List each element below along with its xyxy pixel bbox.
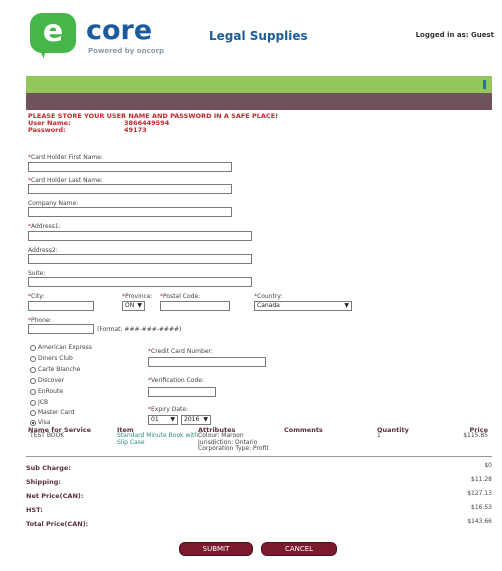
table-divider — [26, 456, 492, 457]
address1-input[interactable] — [28, 231, 252, 241]
password-value: 49173 — [124, 126, 147, 134]
net-price-value: $127.13 — [467, 490, 492, 497]
shipping-label: Shipping: — [26, 478, 61, 486]
sub-charge-label: Sub Charge: — [26, 464, 71, 472]
radio-icon — [30, 410, 36, 416]
total-price-value: $143.66 — [467, 518, 492, 525]
col-attributes: Attributes — [198, 426, 236, 434]
chevron-down-icon: ▼ — [137, 302, 142, 309]
radio-icon — [30, 367, 36, 373]
card-type-american-express[interactable]: American Express — [30, 344, 92, 351]
row-name: TEST BOOK — [30, 432, 65, 439]
radio-icon — [30, 378, 36, 384]
nav-bar — [26, 76, 492, 93]
sub-nav-bar — [26, 93, 492, 110]
credentials-warning — [28, 113, 278, 134]
postal-code-input[interactable] — [160, 301, 230, 311]
cancel-button[interactable]: CANCEL — [261, 542, 337, 556]
ecore-logo — [30, 13, 76, 57]
username-label: User Name: — [28, 119, 71, 127]
submit-button[interactable]: SUBMIT — [179, 542, 253, 556]
col-comments: Comments — [284, 426, 323, 434]
col-price: Price — [469, 426, 488, 434]
col-name: Name for Service — [28, 426, 92, 434]
sub-charge-value: $0 — [484, 462, 492, 469]
hst-label: HST: — [26, 506, 43, 514]
net-price-label: Net Price(CAN): — [26, 492, 84, 500]
brand-subtitle: Powered by oncorp — [88, 47, 165, 55]
cc-number-input[interactable] — [148, 357, 266, 367]
card-type-discover[interactable]: Discover — [30, 377, 64, 384]
expiry-year-select[interactable]: 2016 ▼ — [181, 415, 211, 425]
row-attributes: Colour: Maroon Jurisdiction: Ontario Corporation Type: Profit — [198, 432, 269, 452]
verification-input[interactable] — [148, 387, 216, 397]
expiry-label: *Expiry Date: — [148, 406, 189, 413]
logged-in-status: Logged in as: Guest — [415, 31, 494, 39]
card-type-jcb[interactable]: JCB — [30, 399, 48, 406]
expiry-month-select[interactable]: 01 ▼ — [148, 415, 178, 425]
radio-icon — [30, 356, 36, 362]
province-label: *Province: — [122, 293, 153, 300]
hst-value: $16.53 — [471, 504, 492, 511]
row-quantity: 1 — [377, 432, 381, 439]
warning-message: PLEASE STORE YOUR USER NAME AND PASSWORD IN A SAFE PLACE! — [28, 112, 279, 120]
radio-icon — [30, 389, 36, 395]
verification-label: *Verification Code: — [148, 377, 205, 384]
first-name-input[interactable] — [28, 162, 232, 172]
row-price: $115.85 — [463, 432, 488, 439]
radio-icon — [30, 400, 36, 406]
company-input[interactable] — [28, 207, 232, 217]
total-price-label: Total Price(CAN): — [26, 520, 89, 528]
col-quantity: Quantity — [377, 426, 409, 434]
password-label: Password: — [28, 126, 66, 134]
card-type-master-card[interactable]: Master Card — [30, 409, 74, 416]
phone-label: *Phone: — [28, 317, 52, 324]
card-type-carte-blanche[interactable]: Carte Blanche — [30, 366, 80, 373]
row-item[interactable]: Standard Minute Book with Slip Case — [117, 432, 199, 446]
nav-marker-icon[interactable] — [483, 80, 486, 89]
cc-number-label: *Credit Card Number: — [148, 348, 213, 355]
card-type-visa[interactable]: Visa — [30, 419, 50, 426]
chevron-down-icon: ▼ — [344, 302, 349, 309]
username-value: 3866449594 — [124, 119, 170, 127]
address2-input[interactable] — [28, 254, 252, 264]
card-type-diners-club[interactable]: Diners Club — [30, 355, 73, 362]
radio-selected-icon — [30, 420, 36, 426]
phone-input[interactable] — [28, 324, 94, 334]
checkout-form — [26, 110, 492, 571]
province-select[interactable]: ON ▼ — [122, 301, 145, 311]
country-select[interactable]: Canada ▼ — [254, 301, 352, 311]
phone-format-hint: (Format: ###-###-####) — [97, 326, 182, 333]
col-item: Item — [117, 426, 134, 434]
last-name-label: *Card Holder Last Name: — [28, 177, 103, 184]
shipping-value: $11.28 — [471, 476, 492, 483]
suite-input[interactable] — [28, 277, 252, 287]
company-label: Company Name: — [28, 200, 79, 207]
radio-icon — [30, 345, 36, 351]
postal-code-label: *Postal Code: — [160, 293, 201, 300]
store-title: Legal Supplies — [209, 29, 308, 43]
logo-letter: e — [42, 14, 64, 49]
chevron-down-icon: ▼ — [170, 416, 175, 423]
last-name-input[interactable] — [28, 184, 232, 194]
password-row — [28, 127, 278, 134]
suite-label: Suite: — [28, 270, 46, 277]
country-label: *Country: — [254, 293, 283, 300]
brand-name: core — [86, 15, 153, 46]
city-input[interactable] — [28, 301, 94, 311]
card-type-enroute[interactable]: EnRoute — [30, 388, 63, 395]
chevron-down-icon: ▼ — [203, 416, 208, 423]
address2-label: Address2: — [28, 247, 58, 254]
first-name-label: *Card Holder First Name: — [28, 154, 103, 161]
address1-label: *Address1: — [28, 223, 61, 230]
city-label: *City: — [28, 293, 45, 300]
